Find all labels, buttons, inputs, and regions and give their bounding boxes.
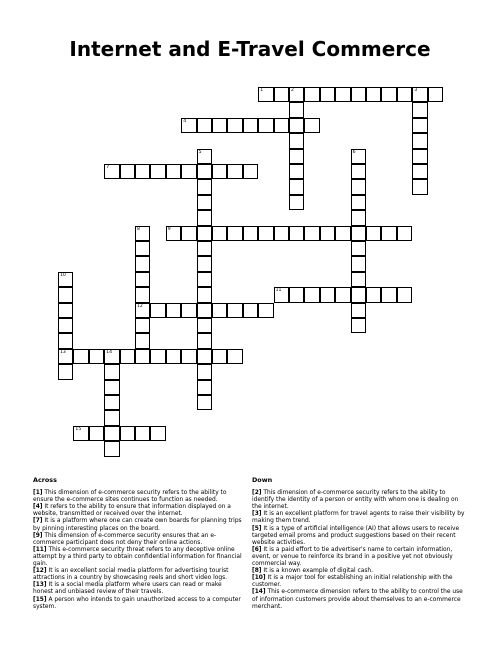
grid-cell[interactable] — [197, 256, 212, 271]
grid-cell[interactable] — [289, 164, 304, 179]
grid-cell[interactable] — [227, 303, 242, 318]
across-clues — [33, 477, 243, 611]
grid-cell[interactable] — [412, 133, 427, 148]
grid-cell[interactable] — [227, 118, 242, 133]
clue-across-4: [4] It refers to the ability to ensure that information displayed on a website, transmitted or received over the internet. — [33, 504, 231, 518]
grid-cell[interactable] — [366, 87, 381, 102]
down-list — [252, 490, 468, 611]
grid-cell[interactable] — [197, 118, 212, 133]
grid-cell[interactable] — [104, 410, 119, 425]
clue-across-12: [12] It is an excellent social media platform for advertising tourist attractions in a country by showcasing reels and short video logs. — [33, 568, 229, 582]
grid-cell[interactable] — [58, 333, 73, 348]
grid-cell[interactable] — [351, 195, 366, 210]
grid-cell[interactable] — [351, 318, 366, 333]
clue-number: 13 — [60, 349, 66, 355]
grid-cell[interactable] — [320, 287, 335, 302]
grid-cell[interactable] — [89, 426, 104, 441]
grid-cell[interactable] — [104, 349, 119, 364]
grid-cell[interactable] — [212, 118, 227, 133]
grid-cell[interactable] — [197, 164, 212, 179]
grid-cell[interactable] — [243, 226, 258, 241]
grid-cell[interactable] — [104, 441, 119, 456]
grid-cell[interactable] — [135, 333, 150, 348]
clue-number: 14 — [106, 349, 113, 355]
grid-cell[interactable] — [181, 118, 196, 133]
grid-cell[interactable] — [243, 303, 258, 318]
grid-cell[interactable] — [412, 149, 427, 164]
grid-cell[interactable] — [166, 349, 181, 364]
grid-cell[interactable] — [104, 426, 119, 441]
grid-cell[interactable] — [335, 287, 350, 302]
grid-cell[interactable] — [304, 87, 319, 102]
grid-cell[interactable] — [58, 349, 73, 364]
grid-cell[interactable] — [104, 395, 119, 410]
clue-across-1: [1] This dimension of e-commerce security refers to the ability to ensure the e-commerce sites continues to function as needed. — [33, 490, 227, 504]
grid-cell[interactable] — [197, 318, 212, 333]
grid-cell[interactable] — [135, 226, 150, 241]
grid-cell[interactable] — [258, 226, 273, 241]
grid-cell[interactable] — [351, 287, 366, 302]
grid-cell[interactable] — [120, 426, 135, 441]
clue-number: 5 — [198, 149, 202, 155]
grid-cell[interactable] — [412, 87, 427, 102]
grid-cell[interactable] — [197, 303, 212, 318]
grid-cell[interactable] — [320, 87, 335, 102]
grid-cell[interactable] — [197, 226, 212, 241]
grid-cell[interactable] — [212, 303, 227, 318]
grid-cell[interactable] — [304, 287, 319, 302]
grid-cell[interactable] — [197, 149, 212, 164]
grid-cell[interactable] — [289, 87, 304, 102]
clue-across-11: [11] This e-commerce security threat refers to any deceptive online attempt by a third party to obtain confidential information for financial gain. — [33, 546, 242, 568]
clue-across-9: [9] This dimension of e-commerce security ensures that an e-commerce participant does not deny their online actions. — [33, 532, 217, 546]
grid-cell[interactable] — [150, 164, 165, 179]
grid-cell[interactable] — [243, 164, 258, 179]
grid-cell[interactable] — [135, 426, 150, 441]
grid-cell[interactable] — [89, 349, 104, 364]
grid-cell[interactable] — [197, 195, 212, 210]
clue-number: 9 — [167, 226, 171, 232]
clue-number: 3 — [414, 88, 418, 93]
grid-cell[interactable] — [197, 241, 212, 256]
clue-number: 1 — [260, 88, 264, 93]
grid-cell[interactable] — [197, 349, 212, 364]
grid-cell[interactable] — [274, 226, 289, 241]
grid-cell[interactable] — [150, 426, 165, 441]
grid-cell[interactable] — [227, 164, 242, 179]
grid-cell[interactable] — [289, 195, 304, 210]
grid-cell[interactable] — [197, 380, 212, 395]
grid-cell[interactable] — [150, 349, 165, 364]
grid-cell[interactable] — [58, 272, 73, 287]
grid-cell[interactable] — [351, 179, 366, 194]
grid-cell[interactable] — [412, 164, 427, 179]
grid-cell[interactable] — [351, 87, 366, 102]
across-list — [33, 490, 243, 611]
grid-cell[interactable] — [197, 179, 212, 194]
grid-cell[interactable] — [135, 349, 150, 364]
grid-cell[interactable] — [197, 272, 212, 287]
grid-cell[interactable] — [258, 118, 273, 133]
grid-cell[interactable] — [104, 364, 119, 379]
grid-cell[interactable] — [135, 164, 150, 179]
grid-cell[interactable] — [381, 87, 396, 102]
clue-number: 7 — [106, 165, 110, 170]
grid-cell[interactable] — [135, 256, 150, 271]
clue-across-13: [13] It is a social media platform where users can read or make honest and unbiased review of their travels. — [33, 582, 222, 596]
grid-cell[interactable] — [181, 164, 196, 179]
across-heading: Across — [33, 476, 57, 484]
grid-cell[interactable] — [258, 87, 273, 102]
grid-cell[interactable] — [381, 287, 396, 302]
grid-cell[interactable] — [227, 349, 242, 364]
grid-cell[interactable] — [58, 318, 73, 333]
grid-cell[interactable] — [397, 87, 412, 102]
clue-across-7: [7] It is a platform where one can create own boards for planning trips by pinning interesting places on the board. — [33, 518, 242, 532]
grid-cell[interactable] — [304, 226, 319, 241]
grid-cell[interactable] — [412, 102, 427, 117]
grid-cell[interactable] — [289, 179, 304, 194]
grid-cell[interactable] — [366, 287, 381, 302]
grid-cell[interactable] — [181, 303, 196, 318]
grid-cell[interactable] — [58, 364, 73, 379]
grid-cell[interactable] — [428, 87, 443, 102]
grid-cell[interactable] — [351, 241, 366, 256]
clue-number: 6 — [352, 149, 356, 155]
grid-cell[interactable] — [181, 226, 196, 241]
clue-down-3: [3] It is an excellent platform for travel agents to raise their visibility by making them trend. — [252, 511, 465, 525]
clue-number: 12 — [137, 303, 143, 309]
grid-cell[interactable] — [351, 149, 366, 164]
clue-number: 15 — [75, 426, 82, 432]
clue-down-2: [2] This dimension of e-commerce security refers to the ability to identify the identity of a person or entity with whom one is dealing on the internet. — [252, 490, 459, 511]
clue-number: 11 — [275, 288, 282, 294]
grid-cell[interactable] — [289, 118, 304, 133]
grid-cell[interactable] — [274, 87, 289, 102]
grid-cell[interactable] — [181, 349, 196, 364]
grid-cell[interactable] — [289, 149, 304, 164]
grid-cell[interactable] — [320, 226, 335, 241]
page-title: Internet and E-Travel Commerce — [69, 37, 431, 61]
grid-cell[interactable] — [335, 226, 350, 241]
grid-cell[interactable] — [58, 287, 73, 302]
grid-cell[interactable] — [197, 210, 212, 225]
grid-cell[interactable] — [104, 164, 119, 179]
grid-cell[interactable] — [335, 87, 350, 102]
down-heading: Down — [252, 476, 273, 484]
grid-cell[interactable] — [289, 287, 304, 302]
grid-cell[interactable] — [120, 349, 135, 364]
down-clues — [252, 477, 468, 611]
grid-cell[interactable] — [412, 179, 427, 194]
grid-cell[interactable] — [351, 256, 366, 271]
clue-number: 10 — [60, 272, 66, 278]
grid-cell[interactable] — [351, 226, 366, 241]
grid-cell[interactable] — [135, 241, 150, 256]
grid-cell[interactable] — [366, 226, 381, 241]
clue-number: 2 — [291, 88, 294, 93]
grid-cell[interactable] — [58, 303, 73, 318]
clue-down-8: [8] It is a known example of digital cash. — [252, 568, 373, 575]
grid-cell[interactable] — [351, 303, 366, 318]
grid-cell[interactable] — [197, 364, 212, 379]
grid-cell[interactable] — [212, 164, 227, 179]
grid-cell[interactable] — [289, 102, 304, 117]
grid-cell[interactable] — [166, 164, 181, 179]
grid-cell[interactable] — [135, 272, 150, 287]
clue-number: 4 — [183, 118, 187, 124]
grid-cell[interactable] — [212, 349, 227, 364]
grid-cell[interactable] — [73, 426, 88, 441]
grid-cell[interactable] — [166, 226, 181, 241]
grid-cell[interactable] — [381, 226, 396, 241]
grid-cell[interactable] — [351, 210, 366, 225]
grid-cell[interactable] — [227, 226, 242, 241]
clue-down-5: [5] It is a type of artificial intelligence (AI) that allows users to receive targeted email proms and product suggestions based on their recent website activities. — [252, 525, 460, 546]
clue-down-14: [14] This e-commerce dimension refers to the ability to control the use of information customers provide about themselves to an e-commerce merchant. — [252, 589, 463, 610]
grid-cell[interactable] — [212, 226, 227, 241]
grid-cell[interactable] — [166, 303, 181, 318]
grid-cell[interactable] — [274, 118, 289, 133]
grid-cell[interactable] — [197, 395, 212, 410]
grid-cell[interactable] — [289, 133, 304, 148]
grid-cell[interactable] — [351, 272, 366, 287]
grid-cell[interactable] — [397, 287, 412, 302]
grid-cell[interactable] — [135, 303, 150, 318]
grid-cell[interactable] — [135, 318, 150, 333]
grid-cell[interactable] — [289, 226, 304, 241]
grid-cell[interactable] — [73, 349, 88, 364]
grid-cell[interactable] — [150, 303, 165, 318]
grid-cell[interactable] — [197, 287, 212, 302]
clue-down-6: [6] It is a paid effort to tie advertiser's name to certain information, event, or venue to reinforce its brand in a positive yet not obviously commercial way. — [252, 546, 453, 568]
grid-cell[interactable] — [397, 226, 412, 241]
clue-number: 8 — [137, 226, 140, 232]
grid-cell[interactable] — [351, 164, 366, 179]
clue-down-10: [10] It is a major tool for establishing an initial relationship with the customer. — [252, 575, 453, 589]
grid-cell[interactable] — [258, 303, 273, 318]
grid-cell[interactable] — [135, 287, 150, 302]
grid-cell[interactable] — [120, 164, 135, 179]
grid-cell[interactable] — [412, 118, 427, 133]
clue-across-15: [15] A person who intends to gain unauthorized access to a computer system. — [33, 596, 241, 610]
grid-cell[interactable] — [104, 380, 119, 395]
grid-cell[interactable] — [274, 287, 289, 302]
grid-cell[interactable] — [197, 333, 212, 348]
grid-cell[interactable] — [243, 118, 258, 133]
grid-cell[interactable] — [304, 118, 319, 133]
